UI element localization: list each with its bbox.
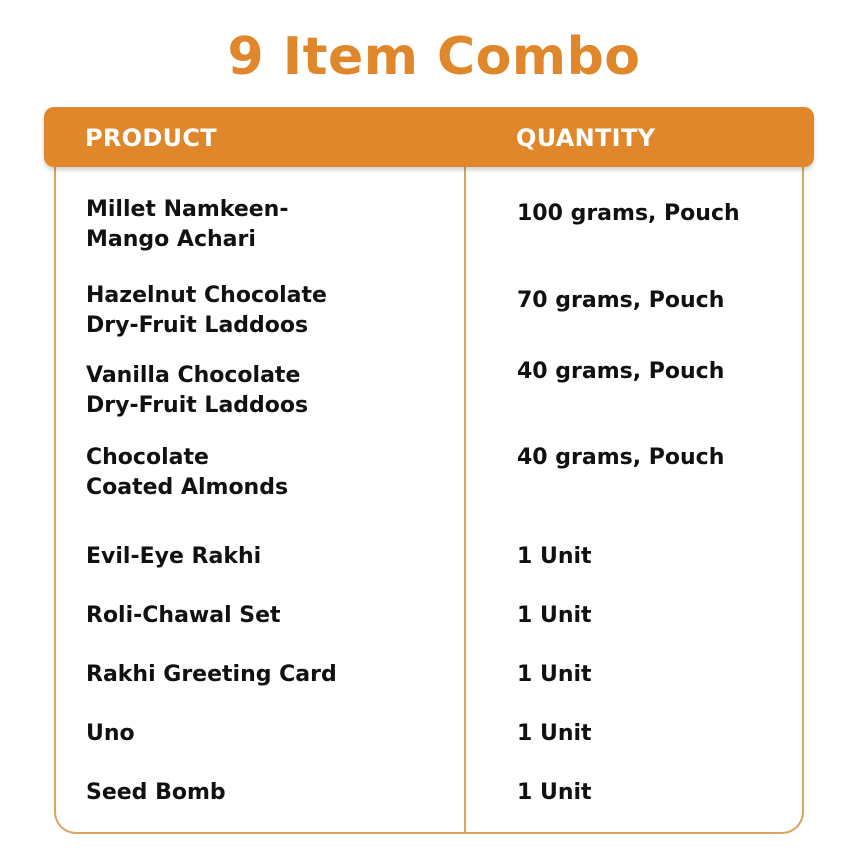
row-2-product — [86, 281, 327, 341]
row-9-product — [86, 778, 226, 808]
row-1-product-line-1: Millet Namkeen- — [86, 197, 289, 222]
row-8-quantity: 1 Unit — [517, 721, 592, 746]
table-header — [44, 107, 814, 167]
header-product: PRODUCT — [85, 124, 217, 152]
row-1-product — [86, 195, 288, 255]
row-4-quantity: 40 grams, Pouch — [517, 445, 725, 470]
row-6-quantity: 1 Unit — [517, 603, 592, 628]
row-4-product — [86, 443, 288, 503]
row-5-product — [86, 542, 261, 572]
row-2-product-line-2: Dry-Fruit Laddoos — [86, 313, 309, 338]
row-5-product-line-1: Evil-Eye Rakhi — [86, 544, 262, 569]
row-7-product — [86, 660, 337, 690]
row-8-product-line-1: Uno — [86, 721, 135, 746]
row-5-quantity: 1 Unit — [517, 544, 592, 569]
row-3-product-line-2: Dry-Fruit Laddoos — [86, 393, 309, 418]
row-3-quantity: 40 grams, Pouch — [517, 359, 725, 384]
row-9-product-line-1: Seed Bomb — [86, 780, 226, 805]
column-divider — [464, 166, 466, 834]
row-1-product-line-2: Mango Achari — [86, 227, 256, 252]
header-quantity: QUANTITY — [516, 124, 656, 152]
row-8-product — [86, 719, 135, 749]
row-1-quantity: 100 grams, Pouch — [517, 201, 740, 226]
page-title: 9 Item Combo — [227, 27, 641, 87]
row-2-quantity: 70 grams, Pouch — [517, 288, 725, 313]
row-4-product-line-1: Chocolate — [86, 445, 209, 470]
row-4-product-line-2: Coated Almonds — [86, 475, 289, 500]
row-9-quantity: 1 Unit — [517, 780, 592, 805]
row-7-quantity: 1 Unit — [517, 662, 592, 687]
row-7-product-line-1: Rakhi Greeting Card — [86, 662, 337, 687]
row-2-product-line-1: Hazelnut Chocolate — [86, 283, 327, 308]
row-6-product — [86, 601, 281, 631]
row-3-product — [86, 361, 308, 421]
row-6-product-line-1: Roli-Chawal Set — [86, 603, 281, 628]
row-3-product-line-1: Vanilla Chocolate — [86, 363, 301, 388]
